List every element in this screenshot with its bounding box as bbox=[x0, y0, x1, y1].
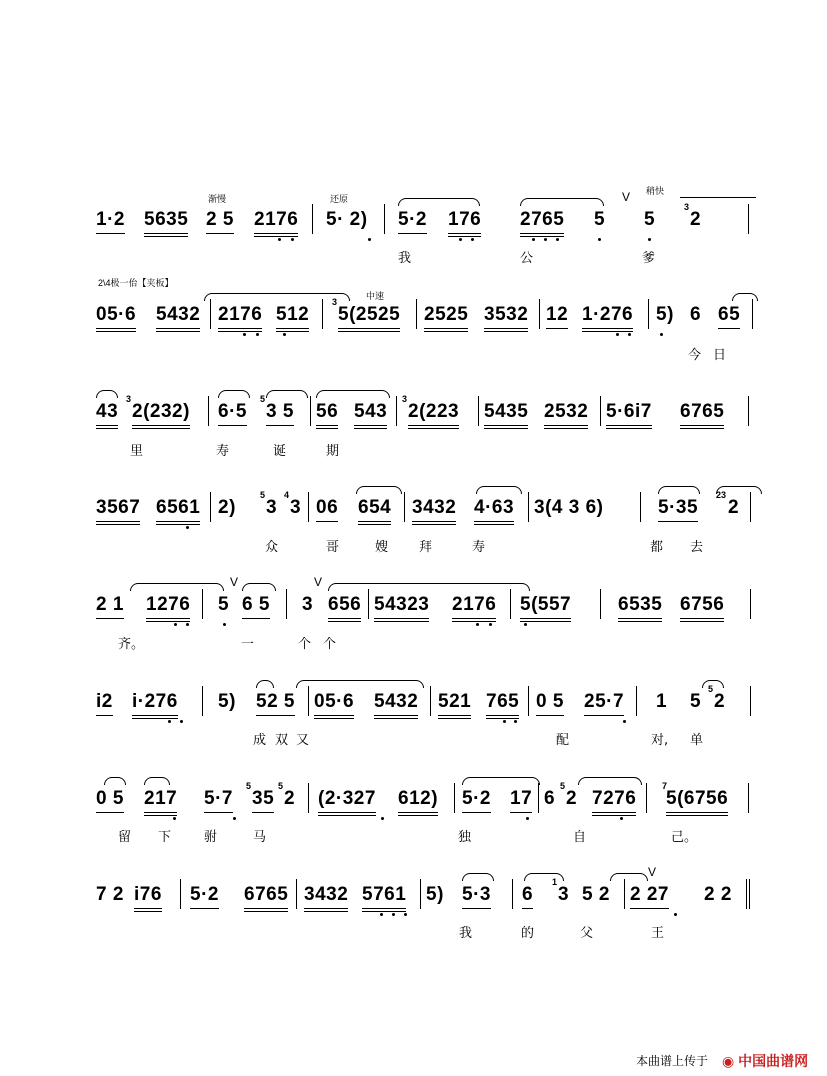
score-system-7 bbox=[96, 781, 756, 827]
slur bbox=[256, 680, 274, 688]
lyric: 日 bbox=[713, 348, 727, 363]
slur bbox=[266, 390, 308, 398]
barline bbox=[308, 783, 309, 813]
slur bbox=[462, 873, 494, 881]
grace-note: 3 bbox=[332, 297, 338, 307]
barline bbox=[384, 204, 385, 234]
note: 6 bbox=[544, 788, 556, 809]
tempo-mark-jianman: 渐慢 bbox=[208, 194, 227, 204]
score-system-2 bbox=[96, 297, 756, 343]
score-system-4 bbox=[96, 490, 756, 536]
slur bbox=[96, 390, 118, 398]
barline bbox=[396, 396, 397, 426]
low-octave-dot bbox=[532, 238, 535, 241]
grace-note: 5 bbox=[560, 781, 566, 791]
note-group: 521 bbox=[438, 690, 471, 719]
low-octave-dot bbox=[186, 623, 189, 626]
lyric: 个 bbox=[323, 637, 337, 652]
lyric: 期 bbox=[326, 444, 340, 459]
lyric: 诞 bbox=[273, 444, 287, 459]
lyric: 寿 bbox=[216, 444, 230, 459]
low-octave-dot bbox=[173, 817, 176, 820]
note-group: 5·2 bbox=[398, 208, 427, 234]
score-system-5 bbox=[96, 575, 756, 633]
low-octave-dot bbox=[544, 238, 547, 241]
note: 3 bbox=[266, 497, 278, 518]
barline bbox=[640, 492, 641, 522]
lyric: 爹 bbox=[642, 251, 656, 266]
upload-note: 本曲谱上传于 bbox=[636, 1054, 709, 1068]
note-group: 65 bbox=[718, 303, 740, 329]
note-group: 5432 bbox=[156, 303, 200, 332]
barline bbox=[510, 589, 511, 619]
tempo-mark-zhongsu: 中速 bbox=[366, 291, 385, 301]
grace-note: 1 bbox=[552, 877, 558, 887]
low-octave-dot bbox=[524, 623, 527, 626]
note-group: 5(557 bbox=[520, 593, 571, 622]
slur bbox=[204, 293, 350, 301]
score-system-6 bbox=[96, 684, 756, 730]
lyric: 己。 bbox=[671, 830, 698, 845]
low-octave-dot bbox=[174, 623, 177, 626]
slur bbox=[702, 680, 724, 688]
barline bbox=[748, 204, 749, 234]
breath-mark: V bbox=[314, 575, 323, 589]
low-octave-dot bbox=[674, 913, 677, 916]
note-group: 3(4 3 6) bbox=[534, 497, 604, 518]
slur bbox=[144, 777, 170, 785]
grace-note: 5 bbox=[278, 781, 284, 791]
lyric: 我 bbox=[459, 926, 473, 941]
note-group: 5· 2) bbox=[326, 209, 368, 230]
barline bbox=[296, 879, 297, 909]
lyric: 自 bbox=[573, 830, 587, 845]
note-group: 5·35 bbox=[658, 496, 698, 522]
score-system-3 bbox=[96, 394, 756, 440]
lyric: 单 bbox=[690, 733, 704, 748]
slur bbox=[104, 777, 126, 785]
note-group: 612) bbox=[398, 787, 438, 816]
lyric: 马 bbox=[253, 830, 267, 845]
note-group: 6765 bbox=[244, 883, 288, 912]
barline bbox=[512, 879, 513, 909]
lyric: 个 bbox=[298, 637, 312, 652]
note-group: i·276 bbox=[132, 690, 178, 719]
barline bbox=[752, 299, 753, 329]
note-group: 56 bbox=[316, 400, 338, 429]
note-group: 5) bbox=[218, 691, 236, 712]
note: 5 bbox=[644, 209, 656, 230]
note: 2 bbox=[284, 788, 296, 809]
low-octave-dot bbox=[476, 623, 479, 626]
barline bbox=[208, 396, 209, 426]
lyric: 成 bbox=[253, 733, 267, 748]
low-octave-dot bbox=[471, 238, 474, 241]
low-octave-dot bbox=[380, 913, 383, 916]
lyric: 一 bbox=[241, 637, 255, 652]
slur bbox=[610, 873, 648, 881]
barline bbox=[202, 589, 203, 619]
grace-note: 23 bbox=[716, 490, 727, 500]
slur bbox=[658, 486, 700, 494]
note: 5 bbox=[594, 209, 606, 230]
slur bbox=[218, 390, 250, 398]
note: 5 bbox=[218, 594, 230, 615]
slur bbox=[316, 390, 390, 398]
note-group: 1·2 bbox=[96, 208, 125, 234]
barline bbox=[646, 783, 647, 813]
note: 3 bbox=[290, 497, 302, 518]
site-logo bbox=[722, 1051, 808, 1071]
note: 5 bbox=[690, 691, 702, 712]
note-group: 05·6 bbox=[314, 690, 354, 719]
note-group: 1·276 bbox=[582, 303, 633, 332]
barline bbox=[648, 299, 649, 329]
note-group: 17 bbox=[510, 787, 532, 813]
lyric: 拜 bbox=[419, 540, 433, 555]
note-group: 0 5 bbox=[536, 690, 564, 716]
note-group: 3432 bbox=[412, 496, 456, 525]
note-group: 2 5 bbox=[206, 208, 234, 234]
grace-note: 4 bbox=[284, 490, 290, 500]
note-group: 2(232) bbox=[132, 400, 190, 429]
low-octave-dot bbox=[556, 238, 559, 241]
note-group: 217 bbox=[144, 787, 177, 816]
note-group: 512 bbox=[276, 303, 309, 332]
note-group: 2765 bbox=[520, 208, 564, 237]
slur bbox=[578, 777, 642, 785]
note-group: 5·2 bbox=[190, 883, 219, 909]
note-group: 5 2 bbox=[582, 884, 610, 905]
note: 3 bbox=[302, 594, 314, 615]
slur bbox=[398, 198, 480, 206]
lyric: 哥 bbox=[326, 540, 340, 555]
logo-icon: ◉ bbox=[722, 1053, 735, 1069]
lyric: 父 bbox=[580, 926, 594, 941]
barline bbox=[748, 396, 749, 426]
note-group: 43 bbox=[96, 400, 118, 429]
low-octave-dot bbox=[623, 720, 626, 723]
note-group: 3532 bbox=[484, 303, 528, 332]
lyric: 独 bbox=[458, 830, 472, 845]
note-group: 06 bbox=[316, 496, 338, 522]
note-group: 3 5 bbox=[266, 400, 294, 426]
barline bbox=[636, 686, 637, 716]
note-group: 5432 bbox=[374, 690, 418, 719]
low-octave-dot bbox=[392, 913, 395, 916]
low-octave-dot bbox=[256, 333, 259, 336]
lyric: 我 bbox=[398, 251, 412, 266]
barline bbox=[748, 783, 749, 813]
note-group: 7276 bbox=[592, 787, 636, 816]
low-octave-dot bbox=[526, 817, 529, 820]
note: 6 bbox=[522, 883, 533, 909]
note-group: 2176 bbox=[218, 303, 262, 332]
note-group: 2 27 bbox=[630, 883, 669, 909]
note: 2 bbox=[566, 788, 578, 809]
note-group: i2 bbox=[96, 690, 113, 716]
note-group: 6 5 bbox=[242, 593, 270, 619]
barline bbox=[750, 492, 751, 522]
grace-note: 3 bbox=[402, 394, 408, 404]
breath-mark: V bbox=[230, 575, 239, 589]
barline bbox=[308, 686, 309, 716]
barline bbox=[312, 204, 313, 234]
note-group: 7 2 bbox=[96, 884, 124, 905]
low-octave-dot bbox=[243, 333, 246, 336]
note-group: 5·3 bbox=[462, 883, 491, 909]
slur bbox=[520, 198, 604, 206]
barline bbox=[454, 783, 455, 813]
slur bbox=[476, 486, 522, 494]
note-group: 2 1 bbox=[96, 593, 124, 619]
low-octave-dot bbox=[648, 238, 651, 241]
note-group: 5·2 bbox=[462, 787, 491, 813]
lyric: 今 bbox=[688, 348, 702, 363]
barline bbox=[310, 396, 311, 426]
note-group: 0 5 bbox=[96, 787, 124, 813]
score-system-8 bbox=[96, 865, 756, 923]
note-group: 2525 bbox=[424, 303, 468, 332]
low-octave-dot bbox=[598, 238, 601, 241]
slur bbox=[296, 680, 424, 688]
note-group: 52 5 bbox=[256, 690, 295, 716]
note: 3 bbox=[558, 884, 570, 905]
breath-mark: V bbox=[648, 865, 657, 879]
low-octave-dot bbox=[223, 623, 226, 626]
note-group: 5·6i7 bbox=[606, 400, 652, 429]
tempo-mark-shaokuai: 稍快 bbox=[646, 186, 665, 196]
note-group: 05·6 bbox=[96, 303, 136, 332]
note-group: 2) bbox=[218, 497, 236, 518]
lyric: 公 bbox=[520, 251, 534, 266]
grace-note: 5 bbox=[260, 490, 266, 500]
note-group: 5·7 bbox=[204, 787, 233, 813]
low-octave-dot bbox=[168, 720, 171, 723]
note-group: 2 2 bbox=[704, 884, 732, 905]
low-octave-dot bbox=[283, 333, 286, 336]
note-group: 5635 bbox=[144, 208, 188, 237]
note-group: 12 bbox=[546, 303, 568, 329]
barline bbox=[600, 589, 601, 619]
lyric: 齐。 bbox=[118, 637, 145, 652]
note: 2 bbox=[690, 209, 702, 230]
barline bbox=[368, 589, 369, 619]
note-group: 543 bbox=[354, 400, 387, 429]
lyric: 下 bbox=[158, 830, 172, 845]
slur bbox=[716, 486, 762, 494]
barline bbox=[202, 686, 203, 716]
note: 6 bbox=[690, 304, 702, 325]
low-octave-dot bbox=[660, 333, 663, 336]
slur bbox=[524, 873, 564, 881]
lyric: 去 bbox=[690, 540, 704, 555]
lyric: 嫂 bbox=[375, 540, 389, 555]
lyric: 里 bbox=[130, 444, 144, 459]
lyric: 都 bbox=[650, 540, 664, 555]
grace-note: 5 bbox=[708, 684, 714, 694]
low-octave-dot bbox=[459, 238, 462, 241]
grace-note: 5 bbox=[260, 394, 266, 404]
note-group: 654 bbox=[358, 496, 391, 525]
low-octave-dot bbox=[616, 333, 619, 336]
low-octave-dot bbox=[368, 238, 371, 241]
barline bbox=[750, 589, 751, 619]
tempo-mark-huanyuan: 还原 bbox=[330, 194, 349, 204]
low-octave-dot bbox=[186, 526, 189, 529]
final-barline bbox=[746, 879, 754, 909]
barline bbox=[600, 396, 601, 426]
low-octave-dot bbox=[291, 238, 294, 241]
lyric: 的 bbox=[521, 926, 535, 941]
note: 2 bbox=[728, 497, 740, 518]
note-group: 3567 bbox=[96, 496, 140, 525]
note-group: 35 bbox=[252, 787, 274, 813]
barline bbox=[528, 492, 529, 522]
low-octave-dot bbox=[278, 238, 281, 241]
barline bbox=[286, 589, 287, 619]
slur bbox=[732, 293, 758, 301]
low-octave-dot bbox=[514, 720, 517, 723]
lyric: 留 bbox=[118, 830, 132, 845]
slur bbox=[462, 777, 540, 785]
barline bbox=[308, 492, 309, 522]
lyric: 双 bbox=[275, 733, 289, 748]
low-octave-dot bbox=[233, 817, 236, 820]
note-group: (2·327 bbox=[318, 787, 376, 816]
barline bbox=[478, 396, 479, 426]
note-group: 1276 bbox=[146, 593, 190, 622]
lyric: 对, bbox=[651, 733, 669, 748]
note-group: 5) bbox=[656, 304, 674, 325]
low-octave-dot bbox=[381, 817, 384, 820]
low-octave-dot bbox=[620, 817, 623, 820]
note-group: 5(2525 bbox=[338, 303, 400, 332]
barline bbox=[538, 783, 539, 813]
tempo-change-label: 2\4极一佁【夹板】 bbox=[98, 278, 174, 288]
low-octave-dot bbox=[489, 623, 492, 626]
note-group: i76 bbox=[134, 883, 162, 912]
note: 2 bbox=[714, 691, 726, 712]
note-group: 6535 bbox=[618, 593, 662, 622]
note-group: 765 bbox=[486, 690, 519, 719]
lyric: 众 bbox=[265, 540, 279, 555]
barline bbox=[404, 492, 405, 522]
low-octave-dot bbox=[180, 720, 183, 723]
barline bbox=[210, 492, 211, 522]
low-octave-dot bbox=[628, 333, 631, 336]
note-group: 2176 bbox=[452, 593, 496, 622]
slur bbox=[242, 583, 276, 591]
grace-note: 5 bbox=[246, 781, 252, 791]
note-group: 54323 bbox=[374, 593, 429, 622]
note-group: 6·5 bbox=[218, 400, 247, 426]
slur bbox=[130, 583, 224, 591]
note-group: 2(223 bbox=[408, 400, 459, 429]
site-logo-text: 中国曲谱网 bbox=[738, 1053, 809, 1069]
barline bbox=[750, 686, 751, 716]
note-group: 5(6756 bbox=[666, 787, 728, 816]
barline bbox=[430, 686, 431, 716]
note-group: 6756 bbox=[680, 593, 724, 622]
grace-note: 3 bbox=[684, 202, 690, 212]
low-octave-dot bbox=[404, 913, 407, 916]
barline bbox=[210, 299, 211, 329]
slur bbox=[356, 486, 402, 494]
note-group: 4·63 bbox=[474, 496, 514, 525]
note-group: 5435 bbox=[484, 400, 528, 429]
note: 1 bbox=[656, 691, 668, 712]
barline bbox=[420, 879, 421, 909]
note-group: 5761 bbox=[362, 883, 406, 912]
barline bbox=[539, 299, 540, 329]
note-group: 25·7 bbox=[584, 690, 624, 716]
note-group: 3432 bbox=[304, 883, 348, 912]
lyric: 寿 bbox=[472, 540, 486, 555]
barline bbox=[624, 879, 625, 909]
accelerando-line bbox=[680, 197, 756, 198]
lyric: 驸 bbox=[204, 830, 218, 845]
barline bbox=[528, 686, 529, 716]
grace-note: 7 bbox=[662, 781, 668, 791]
grace-note: 3 bbox=[126, 394, 132, 404]
note-group: 2176 bbox=[254, 208, 298, 237]
lyric: 配 bbox=[556, 733, 570, 748]
note-group: 6765 bbox=[680, 400, 724, 429]
barline bbox=[322, 299, 323, 329]
breath-mark: V bbox=[622, 190, 631, 204]
barline bbox=[180, 879, 181, 909]
slur bbox=[328, 583, 530, 591]
note-group: 176 bbox=[448, 208, 481, 237]
note-group: 656 bbox=[328, 593, 361, 622]
note-group: 5) bbox=[426, 884, 444, 905]
low-octave-dot bbox=[503, 720, 506, 723]
note-group: 6561 bbox=[156, 496, 200, 525]
lyric: 王 bbox=[651, 926, 665, 941]
lyric: 又 bbox=[296, 733, 310, 748]
note-group: 2532 bbox=[544, 400, 588, 429]
barline bbox=[416, 299, 417, 329]
